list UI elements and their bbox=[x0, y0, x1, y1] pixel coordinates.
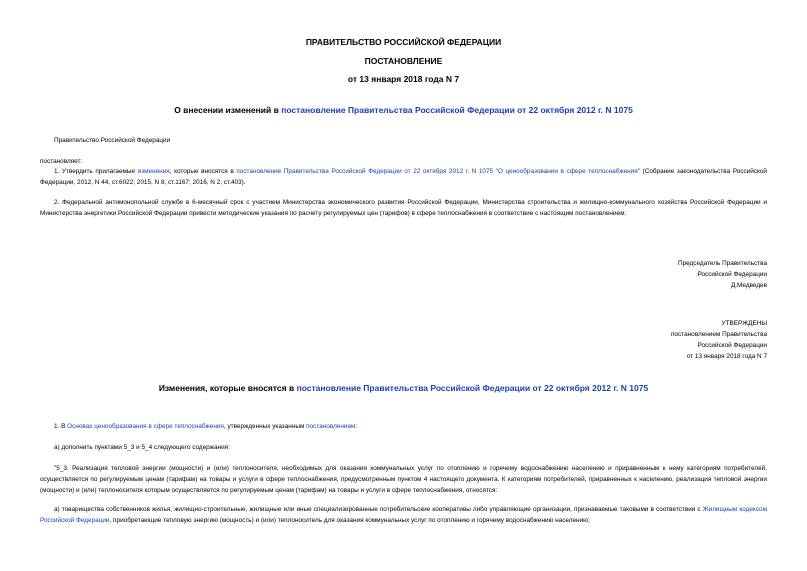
paragraph-1 bbox=[40, 166, 767, 188]
item1-text-1: 1. В bbox=[54, 423, 68, 430]
changes-title-link[interactable]: постановление Правительства Российской Федерации от 22 октября 2012 г. N 1075 bbox=[296, 383, 649, 393]
issuer-text: Правительство Российской Федерации bbox=[54, 137, 171, 144]
p1-text-3: (Собрание законодательства Российской Федерации, 2012, N 44, ст.6022; 2015, N 8, ст.1167; 2016, N 2, ст.403). bbox=[40, 168, 767, 186]
approval-block bbox=[671, 318, 767, 362]
change-item-a: а) дополнить пунктами 5_3 и 5_4 следующего содержания: bbox=[54, 444, 230, 451]
sub-item-a bbox=[40, 504, 767, 526]
changes-link[interactable]: изменения bbox=[137, 168, 170, 175]
item1-text-2: , утвержденных указанным bbox=[223, 423, 307, 430]
item1-text-3: : bbox=[355, 423, 358, 430]
signature-name: Д.Медведев bbox=[730, 282, 767, 289]
title-prefix: О внесении изменений в bbox=[174, 105, 282, 115]
approval-line-4: от 13 января 2018 года N 7 bbox=[686, 353, 767, 360]
change-item-1 bbox=[54, 421, 357, 432]
changes-title bbox=[0, 383, 807, 393]
p1-text-2: , которые вносятся в bbox=[169, 168, 237, 175]
sub-a-text-1: а) товарищества собственников жилья, жилищно-строительные, жилищные или иные специализированные потребительские кооперативы либо управляющие организации, признаваемые таковыми в соответствии с bbox=[54, 506, 703, 513]
decrees-text: постановляет: bbox=[40, 158, 83, 165]
header-date: от 13 января 2018 года N 7 bbox=[347, 74, 460, 84]
paragraph-2: 2. Федеральной антимонопольной службе в 6-месячный срок с участием Министерства экономического развития Российской Федерации, Министерства строительства и жилищно-коммунального хозяйства Российской Федерации и Министерства энергетики Российской Федерации привести методические указания по расчету регулируемых цен (тарифов) в сфере теплоснабжения в соответствие с настоящим постановлением. bbox=[40, 199, 767, 217]
approval-line-2: постановлением Правительства bbox=[671, 331, 767, 338]
document-title bbox=[0, 105, 807, 115]
changes-title-prefix: Изменения, которые вносятся в bbox=[158, 383, 297, 393]
signature-block bbox=[678, 258, 767, 291]
pricing-basics-link[interactable]: Основах ценообразования в сфере теплоснабжения bbox=[67, 423, 224, 430]
housing-code-link[interactable]: Жилищным кодексом Российской Федерации bbox=[40, 506, 767, 524]
resolution-1075-link[interactable]: постановление Правительства Российской Федерации от 22 октября 2012 г. N 1075 "О ценообразовании в сфере теплоснабжения" bbox=[236, 168, 640, 175]
approval-line-3: Российской Федерации bbox=[697, 342, 767, 349]
title-link[interactable]: постановление Правительства Российской Федерации от 22 октября 2012 г. N 1075 bbox=[281, 105, 633, 115]
sub-a-text-2: , приобретающие тепловую энергию (мощность) и (или) теплоноситель для оказания коммунальных услуг по отоплению и горячему водоснабжению населению; bbox=[109, 517, 590, 524]
header-government: ПРАВИТЕЛЬСТВО РОССИЙСКОЙ ФЕДЕРАЦИИ bbox=[305, 37, 502, 47]
header-doc-type: ПОСТАНОВЛЕНИЕ bbox=[364, 56, 443, 66]
p1-text-1: 1. Утвердить прилагаемые bbox=[54, 168, 138, 175]
quoted-paragraph-5-3: "5_3. Реализация тепловой энергии (мощности) и (или) теплоносителя, необходимых для оказания коммунальных услуг по отоплению и горячему водоснабжению населению и приравненным к нему категориям потребителей, осуществляется по регулируемым ценам (тарифам) на товары и услуги в сфере теплоснабжения, предусмотренным пунктом 4 настоящего документа. К категориям потребителей, приравненных к населению, реализация тепловой энергии (мощности) и (или) теплоносителя которым осуществляется по регулируемым ценам (тарифам) на товары и услуги в сфере теплоснабжения, относятся: bbox=[40, 465, 767, 494]
approval-line-1: УТВЕРЖДЕНЫ bbox=[721, 320, 767, 327]
signature-line-1: Председатель Правительства bbox=[678, 260, 767, 267]
resolution-link[interactable]: постановлением bbox=[306, 423, 356, 430]
signature-line-2: Российской Федерации bbox=[697, 271, 767, 278]
